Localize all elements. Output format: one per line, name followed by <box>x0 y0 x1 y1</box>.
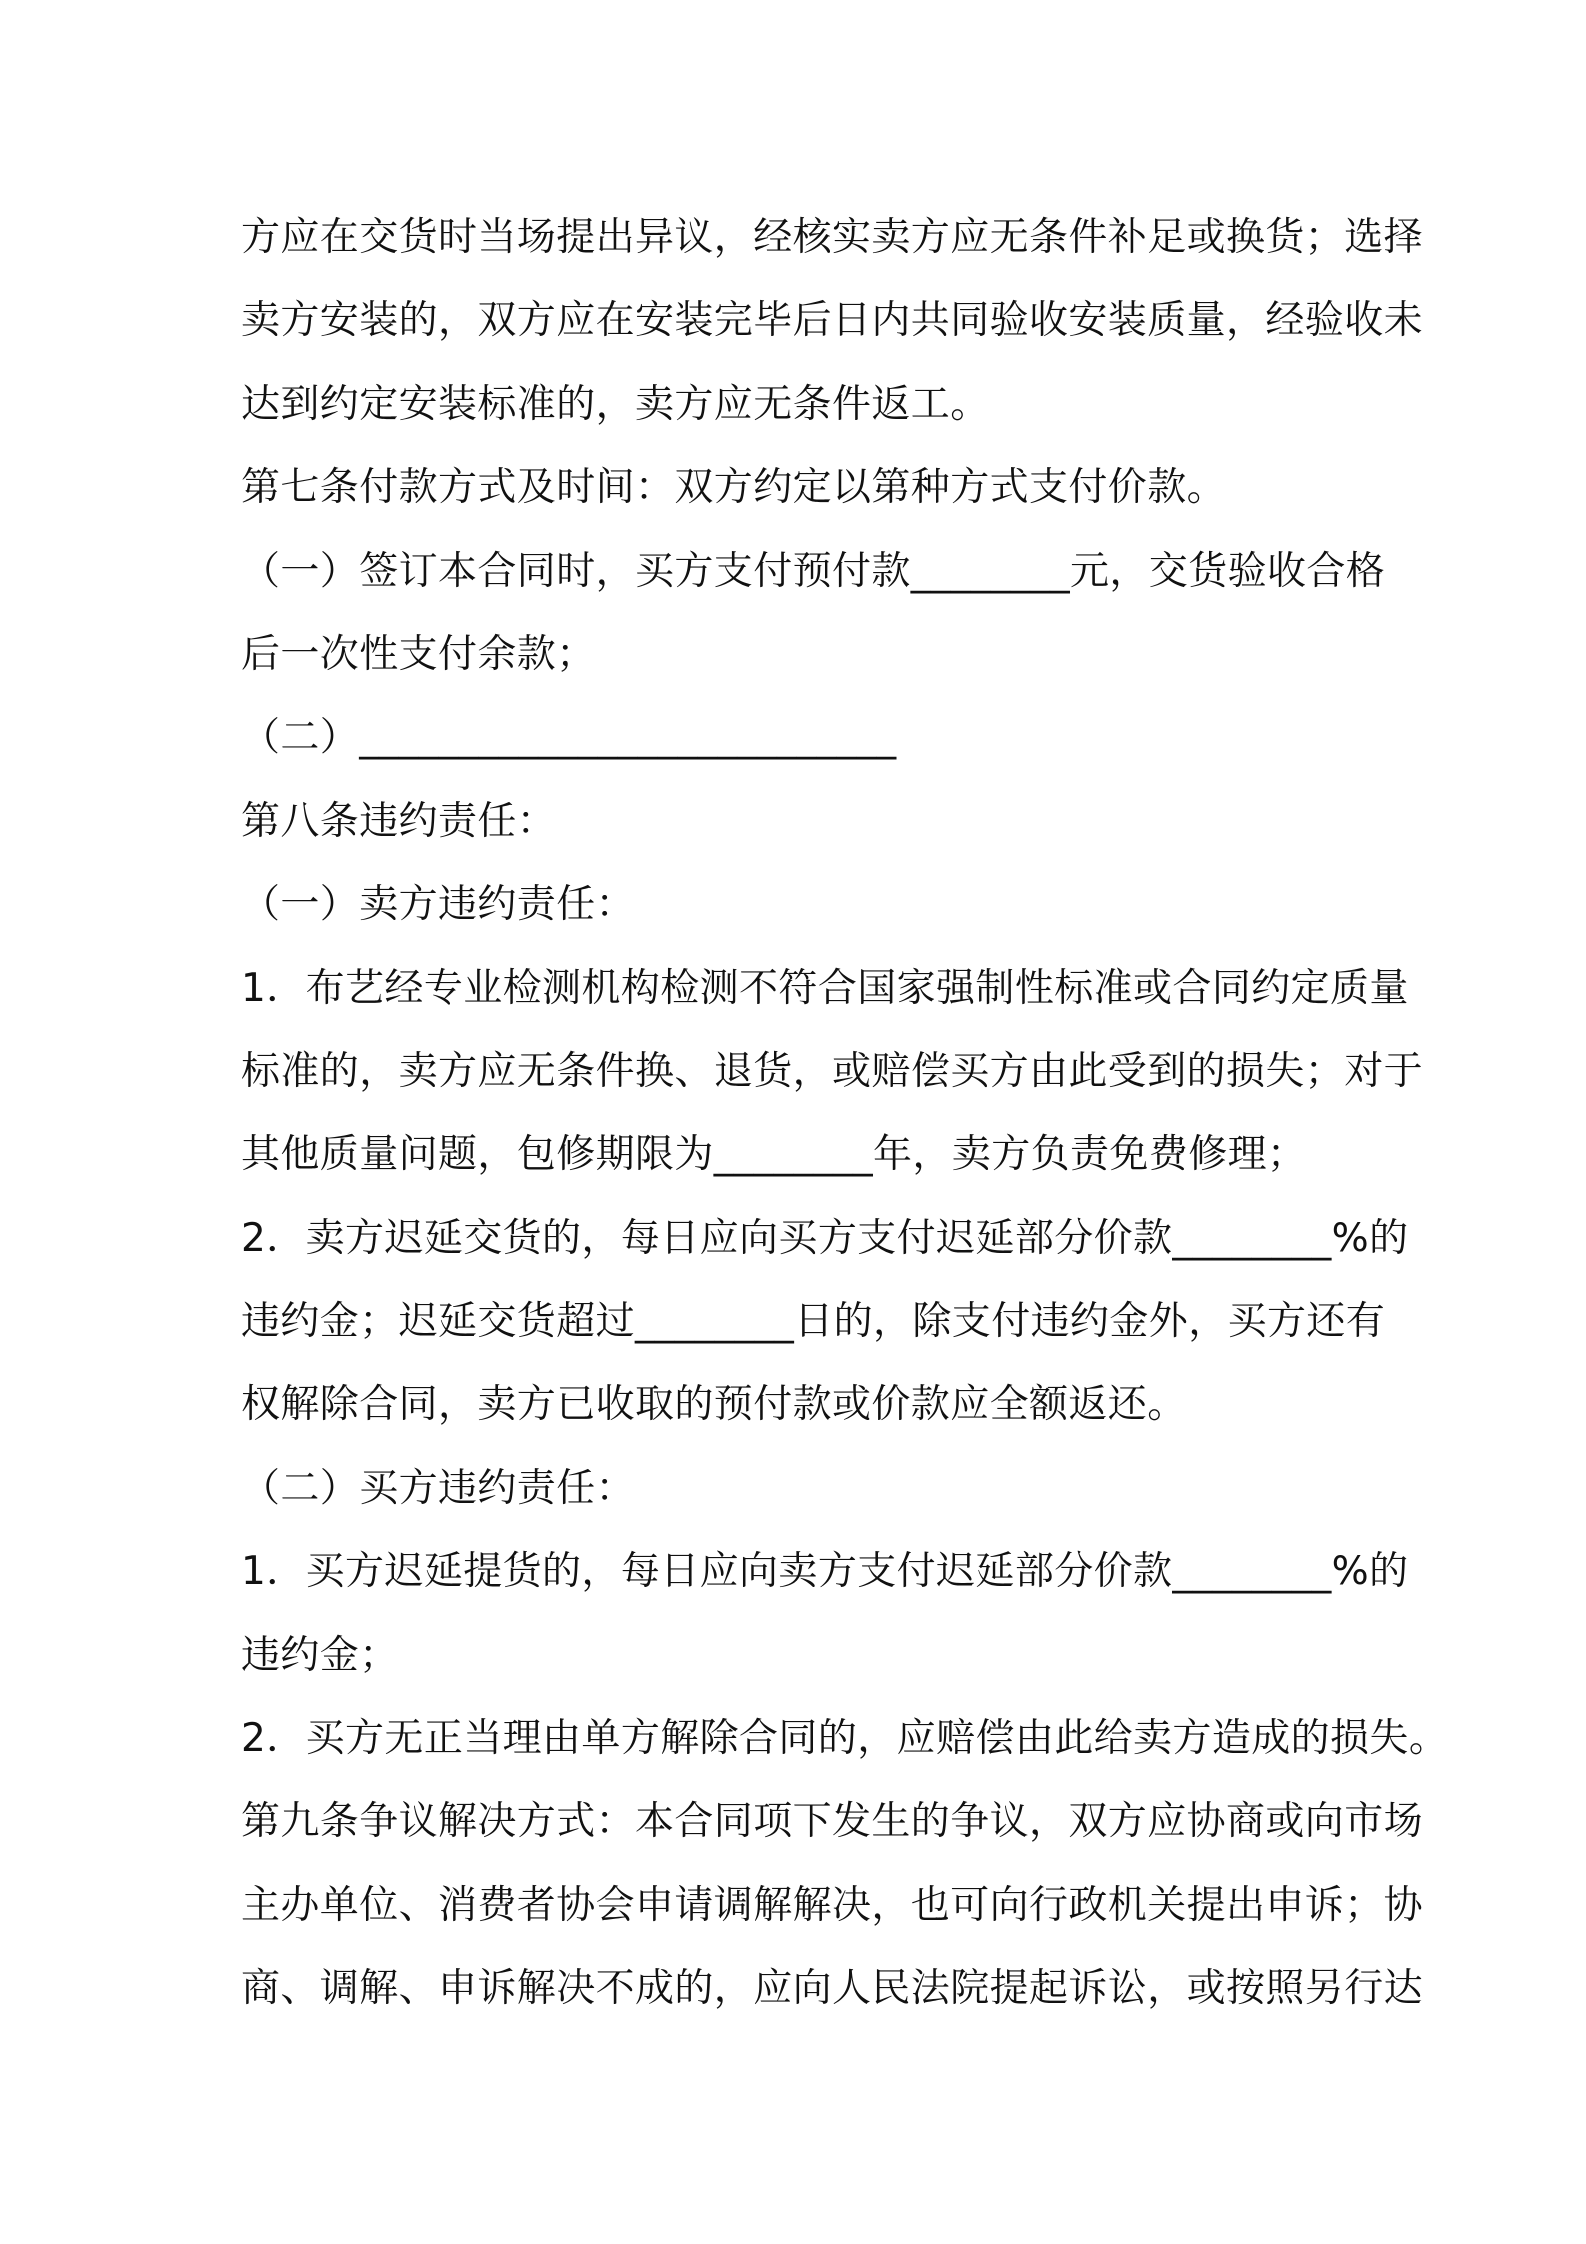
text-line: 违约金； <box>241 1632 399 1678</box>
text-line: （一）签订本合同时，买方支付预付款________元，交货验收合格 <box>241 548 1386 594</box>
article-9-heading: 第九条争议解决方式：本合同项下发生的争议，双方应协商或向市场 <box>241 1799 1424 1845</box>
text-line: 方应在交货时当场提出异议，经核实卖方应无条件补足或换货；选择 <box>241 215 1424 260</box>
text-line: 达到约定安装标准的，卖方应无条件返工。 <box>241 381 990 427</box>
text-line: 商、调解、申诉解决不成的，应向人民法院提起诉讼，或按照另行达 <box>241 1966 1424 2012</box>
document-body <box>241 196 1449 2031</box>
article-8-heading: 第八条违约责任： <box>241 798 557 844</box>
article-7-heading: 第七条付款方式及时间：双方约定以第种方式支付价款。 <box>241 465 1227 511</box>
text-line: 后一次性支付余款； <box>241 631 596 677</box>
text-line: 其他质量问题，包修期限为________年，卖方负责免费修理； <box>241 1132 1307 1178</box>
text-line: 标准的，卖方应无条件换、退货，或赔偿买方由此受到的损失；对于 <box>241 1048 1424 1094</box>
text-line: 权解除合同，卖方已收取的预付款或价款应全额返还。 <box>241 1382 1187 1428</box>
text-line: 2．买方无正当理由单方解除合同的，应赔偿由此给卖方造成的损失。 <box>241 1716 1449 1762</box>
seller-liability-heading: （一）卖方违约责任： <box>241 882 636 928</box>
buyer-liability-heading: （二）买方违约责任： <box>241 1465 636 1511</box>
text-line: 主办单位、消费者协会申请调解解决，也可向行政机关提出申诉；协 <box>241 1882 1424 1928</box>
text-line: 1．布艺经专业检测机构检测不符合国家强制性标准或合同约定质量 <box>241 965 1409 1011</box>
text-line: 2．卖方迟延交货的，每日应向买方支付迟延部分价款________%的 <box>241 1215 1409 1261</box>
text-line: 违约金；迟延交货超过________日的，除支付违约金外，买方还有 <box>241 1299 1386 1345</box>
text-line: （二）___________________________ <box>241 715 897 761</box>
text-line: 1．买方迟延提货的，每日应向卖方支付迟延部分价款________%的 <box>241 1549 1409 1595</box>
text-line: 卖方安装的，双方应在安装完毕后日内共同验收安装质量，经验收未 <box>241 298 1424 344</box>
